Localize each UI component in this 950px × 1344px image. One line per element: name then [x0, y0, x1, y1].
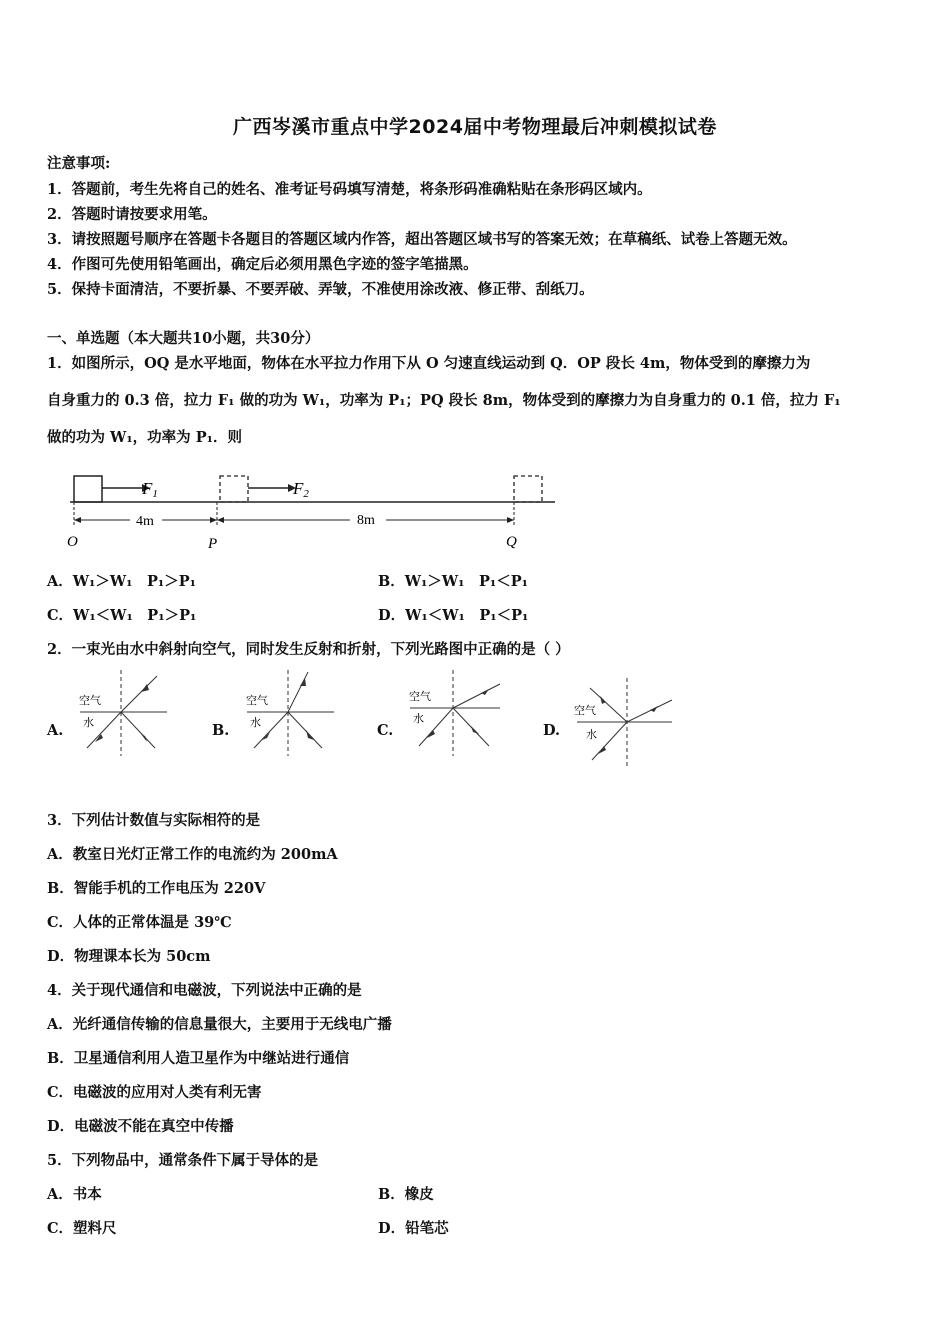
q1-option-d[interactable]: D．W₁＜W₁ P₁＜P₁	[378, 607, 529, 624]
q3-option-b[interactable]: B．智能手机的工作电压为 220V	[47, 880, 266, 897]
length-pq-label: 8m	[357, 513, 375, 528]
force-f2-label: F2	[293, 479, 309, 500]
notice-heading: 注意事项:	[47, 155, 111, 172]
svg-text:空气: 空气	[79, 695, 101, 707]
q5-option-b[interactable]: B．橡皮	[378, 1186, 434, 1203]
q1-option-b[interactable]: B．W₁＞W₁ P₁＜P₁	[378, 573, 529, 590]
q5-stem: 5．下列物品中，通常条件下属于导体的是	[47, 1152, 319, 1169]
block-at-q	[514, 476, 542, 502]
svg-text:水: 水	[83, 717, 94, 729]
q1-option-a[interactable]: A．W₁＞W₁ P₁＞P₁	[47, 573, 197, 590]
svg-text:空气: 空气	[246, 695, 268, 707]
q2-stem: 2．一束光由水中斜射向空气，同时发生反射和折射，下列光路图中正确的是（ ）	[47, 641, 570, 658]
q5-option-c[interactable]: C．塑料尺	[47, 1220, 117, 1237]
block-at-o	[74, 476, 102, 502]
q2-diagram-c[interactable]	[405, 668, 505, 758]
q1-stem-line2: 自身重力的 0.3 倍，拉力 F₁ 做的功为 W₁，功率为 P₁；PQ 段长 8m，物体受到的摩擦力为自身重力的 0.1 倍，拉力 F₁	[47, 392, 841, 409]
q2-diagram-a[interactable]	[75, 668, 170, 758]
section-heading: 一、单选题（本大题共10小题，共30分）	[47, 330, 320, 347]
svg-text:水: 水	[586, 729, 597, 741]
q2-option-d-label[interactable]: D.	[543, 722, 561, 739]
q2-diagram-d[interactable]	[572, 676, 677, 771]
q2-option-b-label[interactable]: B.	[212, 722, 230, 739]
notice-item: 2．答题时请按要求用笔。	[47, 206, 217, 223]
q5-option-d[interactable]: D．铅笔芯	[378, 1220, 449, 1237]
q4-option-b[interactable]: B．卫星通信利用人造卫星作为中继站进行通信	[47, 1050, 350, 1067]
q4-stem: 4．关于现代通信和电磁波，下列说法中正确的是	[47, 982, 362, 999]
q2-diagram-b[interactable]	[242, 668, 337, 758]
q4-option-a[interactable]: A．光纤通信传输的信息量很大，主要用于无线电广播	[47, 1016, 392, 1033]
length-op-label: 4m	[136, 514, 154, 529]
q3-option-a[interactable]: A．教室日光灯正常工作的电流约为 200mA	[47, 846, 338, 863]
point-o-label: O	[67, 534, 78, 550]
page-title: 广西岑溪市重点中学2024届中考物理最后冲刺模拟试卷	[233, 116, 717, 138]
block-at-p	[220, 476, 248, 502]
q1-motion-diagram	[60, 470, 570, 555]
q4-option-d[interactable]: D．电磁波不能在真空中传播	[47, 1118, 234, 1135]
q1-stem-line3: 做的功为 W₁，功率为 P₁．则	[47, 429, 242, 446]
q4-option-c[interactable]: C．电磁波的应用对人类有利无害	[47, 1084, 262, 1101]
notice-item: 3．请按照题号顺序在答题卡各题目的答题区域内作答，超出答题区域书写的答案无效；在草稿纸、试卷上答题无效。	[47, 231, 797, 248]
point-p-label: P	[208, 536, 218, 552]
q2-option-c-label[interactable]: C.	[377, 722, 394, 739]
q3-stem: 3．下列估计数值与实际相符的是	[47, 812, 261, 829]
q3-option-c[interactable]: C．人体的正常体温是 39℃	[47, 914, 232, 931]
notice-item: 5．保持卡面清洁，不要折暴、不要弄破、弄皱，不准使用涂改液、修正带、刮纸刀。	[47, 281, 594, 298]
notice-item: 1．答题前，考生先将自己的姓名、准考证号码填写清楚，将条形码准确粘贴在条形码区域内。	[47, 181, 652, 198]
svg-text:空气: 空气	[409, 691, 431, 703]
notice-item: 4．作图可先使用铅笔画出，确定后必须用黑色字迹的签字笔描黑。	[47, 256, 478, 273]
svg-text:空气: 空气	[574, 705, 596, 717]
svg-text:水: 水	[250, 717, 261, 729]
point-q-label: Q	[506, 534, 517, 550]
q1-option-c[interactable]: C．W₁＜W₁ P₁＞P₁	[47, 607, 197, 624]
q1-stem-line1: 1．如图所示，OQ 是水平地面，物体在水平拉力作用下从 O 匀速直线运动到 Q．OP 段长 4m，物体受到的摩擦力为	[47, 355, 811, 372]
q2-option-a-label[interactable]: A.	[47, 722, 64, 739]
svg-text:水: 水	[413, 713, 424, 725]
force-f1-label: F1	[142, 479, 158, 500]
q3-option-d[interactable]: D．物理课本长为 50cm	[47, 948, 211, 965]
q5-option-a[interactable]: A．书本	[47, 1186, 102, 1203]
